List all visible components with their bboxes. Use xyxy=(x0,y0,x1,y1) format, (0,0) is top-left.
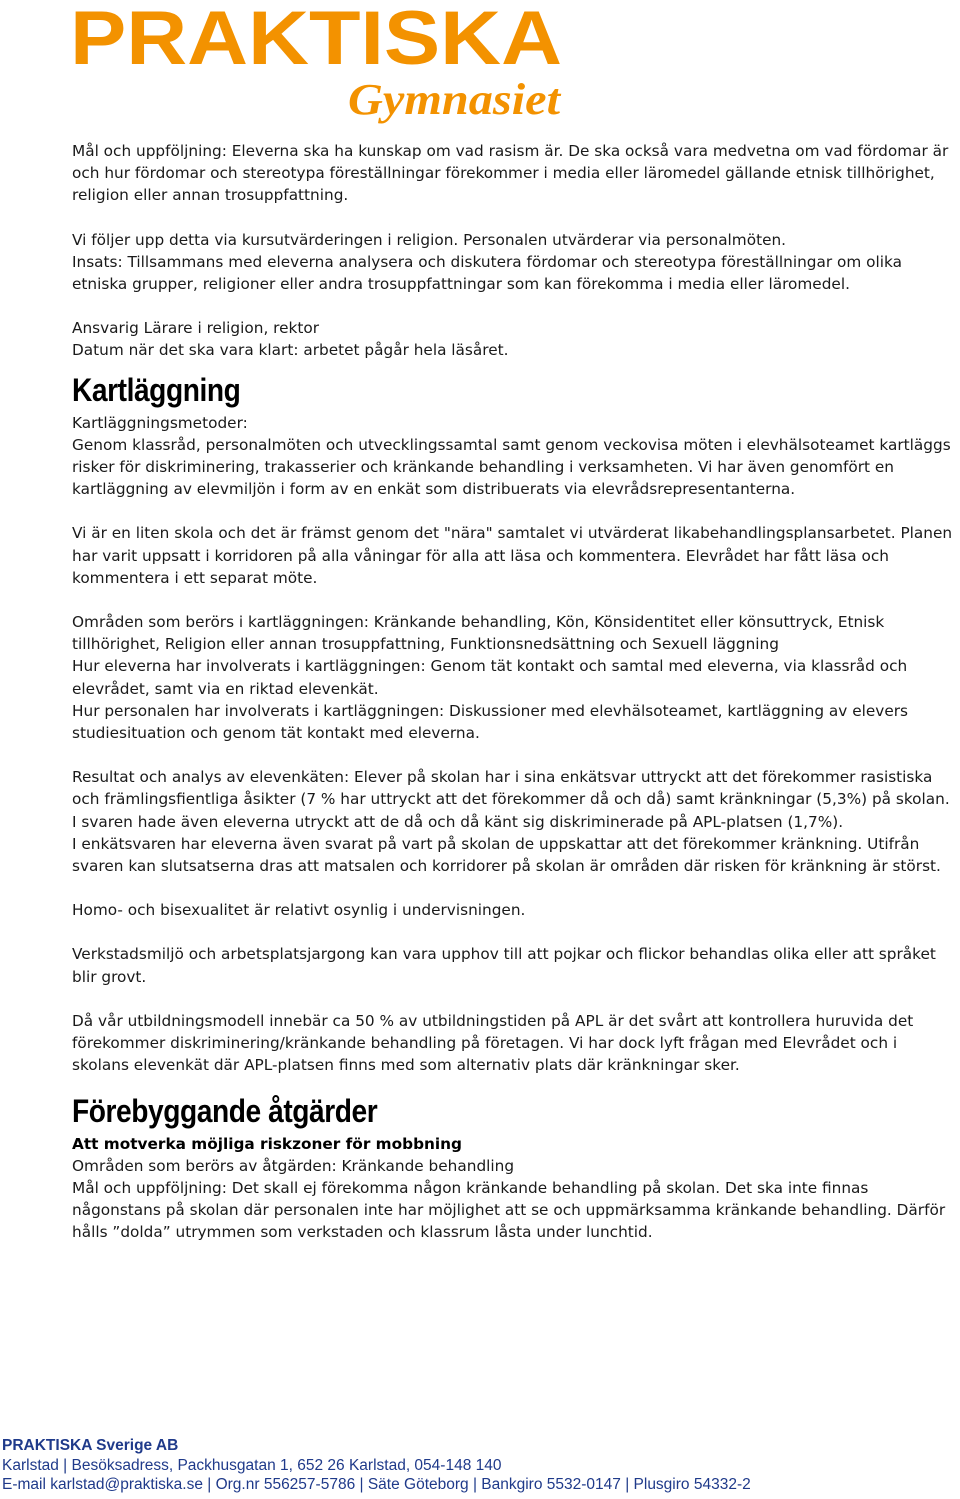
date-line: Datum när det ska vara klart: arbetet pågår hela läsåret. xyxy=(72,341,509,360)
methods-paragraph: Genom klassråd, personalmöten och utvecklingssamtal samt genom veckovisa möten i elevhälsoteamet kartläggs risker för diskriminering, trakasserier och kränkande behandling i verksamheten. Vi har även genomfört en kartläggning av elevmiljön i form av en enkät som distribuerats via elevrådsrepresentanterna. xyxy=(72,435,951,499)
document-body xyxy=(72,140,956,1244)
footer-email-label: E-mail xyxy=(2,1476,51,1493)
mobbing-subheading: Att motverka möjliga riskzoner för mobbning xyxy=(72,1134,463,1153)
followup-paragraph: Vi följer upp detta via kursutvärderingen i religion. Personalen utvärderar via personalmöten. xyxy=(72,230,787,249)
staff-involved-paragraph: Hur personalen har involverats i kartläggningen: Diskussioner med elevhälsoteamet, kartläggning av elevers studiesituation och genom tät kontakt med eleverna. xyxy=(72,701,908,743)
responsible-line: Ansvarig Lärare i religion, rektor xyxy=(72,319,320,338)
goal-paragraph: Mål och uppföljning: Eleverna ska ha kunskap om vad rasism är. De ska också vara medvetna om vad fördomar är och hur fördomar och stereotypa föreställningar förekommer i media eller läromedel gällande etnisk tillhörighet, religion eller annan trosuppfattning. xyxy=(72,142,949,205)
effort-paragraph: Insats: Tillsammans med eleverna analysera och diskutera fördomar och stereotypa föreställningar om olika etniska grupper, religioner eller andra trosuppfattningar som kan förekomma i media eller läromedel. xyxy=(72,252,902,294)
footer-org-info: | Org.nr 556257-5786 | Säte Göteborg | Bankgiro 5532-0147 | Plusgiro 54332-2 xyxy=(202,1476,751,1493)
footer-address: Karlstad | Besöksadress, Packhusgatan 1, 652 26 Karlstad, 054-148 140 xyxy=(2,1456,502,1474)
students-involved-paragraph: Hur eleverna har involverats i kartläggningen: Genom tät kontakt och samtal med eleverna, via klassråd och elevrådet, samt via en riktad elevenkät. xyxy=(72,657,908,698)
footer-company: PRAKTISKA Sverige AB xyxy=(2,1437,179,1454)
small-school-paragraph: Vi är en liten skola och det är främst genom det "nära" samtalet vi utvärderat likabehandlingsplansarbetet. Planen har varit uppsatt i korridoren på alla våningar för alla att läsa och kommentera. Elevrådet har fått läsa och kommentera i ett separat möte. xyxy=(72,524,953,587)
footer-contact-line xyxy=(2,1475,751,1495)
survey-results-paragraph: Resultat och analys av elevenkäten: Elever på skolan har i sina enkätsvar uttryckt att det förekommer rasistiska och främlingsfientliga åsikter (7 % har uttryckt att det förekommer då och då) samt kränkningar (5,3%) på skolan. I svaren hade även eleverna utryckt att de då och då känt sig diskriminerade på APL-platsen (1,7%). xyxy=(72,768,950,831)
measure-goal-paragraph: Mål och uppföljning: Det skall ej förekomma någon kränkande behandling på skolan. Det ska inte finnas någonstans på skolan där personalen inte har möjlighet att se och uppmärksamma kränkande behandling. Därför hålls ”dolda” utrymmen som verkstaden och klassrum låsta under lunchtid. xyxy=(72,1178,946,1242)
page-footer xyxy=(2,1436,751,1495)
homo-paragraph: Homo- och bisexualitet är relativt osynlig i undervisningen. xyxy=(72,901,526,920)
forebyggande-heading: Förebyggande åtgärder xyxy=(72,1092,378,1129)
apl-paragraph: Då vår utbildningsmodell innebär ca 50 % av utbildningstiden på APL är det svårt att kontrollera huruvida det förekommer diskriminering/kränkande behandling på företagen. Vi har dock lyft frågan med Elevrådet och i skolans elevenkät där APL-platsen finns med som alternativ plats där kränkningar sker. xyxy=(72,1011,914,1075)
methods-label: Kartläggningsmetoder: xyxy=(72,413,248,432)
survey-locations-paragraph: I enkätsvaren har eleverna även svarat på vart på skolan de uppskattar att det förekommer kränkning. Utifrån svaren kan slutsatserna dras att matsalen och korridorer på skolan är områden där risken för kränkning är störst. xyxy=(72,834,941,876)
logo-graphic xyxy=(70,2,570,124)
areas-paragraph: Områden som berörs i kartläggningen: Kränkande behandling, Kön, Könsidentitet eller könsuttryck, Etnisk tillhörighet, Religion eller annan trosuppfattning, Funktionsnedsättning och Sexuell läggning xyxy=(72,613,885,654)
praktiska-gymnasiet-logo xyxy=(70,2,570,124)
measure-areas-line: Områden som berörs av åtgärden: Kränkande behandling xyxy=(72,1156,515,1175)
kartlaggning-heading: Kartläggning xyxy=(72,371,241,408)
footer-email-link[interactable]: karlstad@praktiska.se xyxy=(50,1476,203,1493)
logo-brand-text: PRAKTISKA xyxy=(70,2,562,81)
workshop-paragraph: Verkstadsmiljö och arbetsplatsjargong kan vara upphov till att pojkar och flickor behandlas olika eller att språket blir grovt. xyxy=(72,945,936,986)
logo-tagline-text: Gymnasiet xyxy=(348,75,562,124)
